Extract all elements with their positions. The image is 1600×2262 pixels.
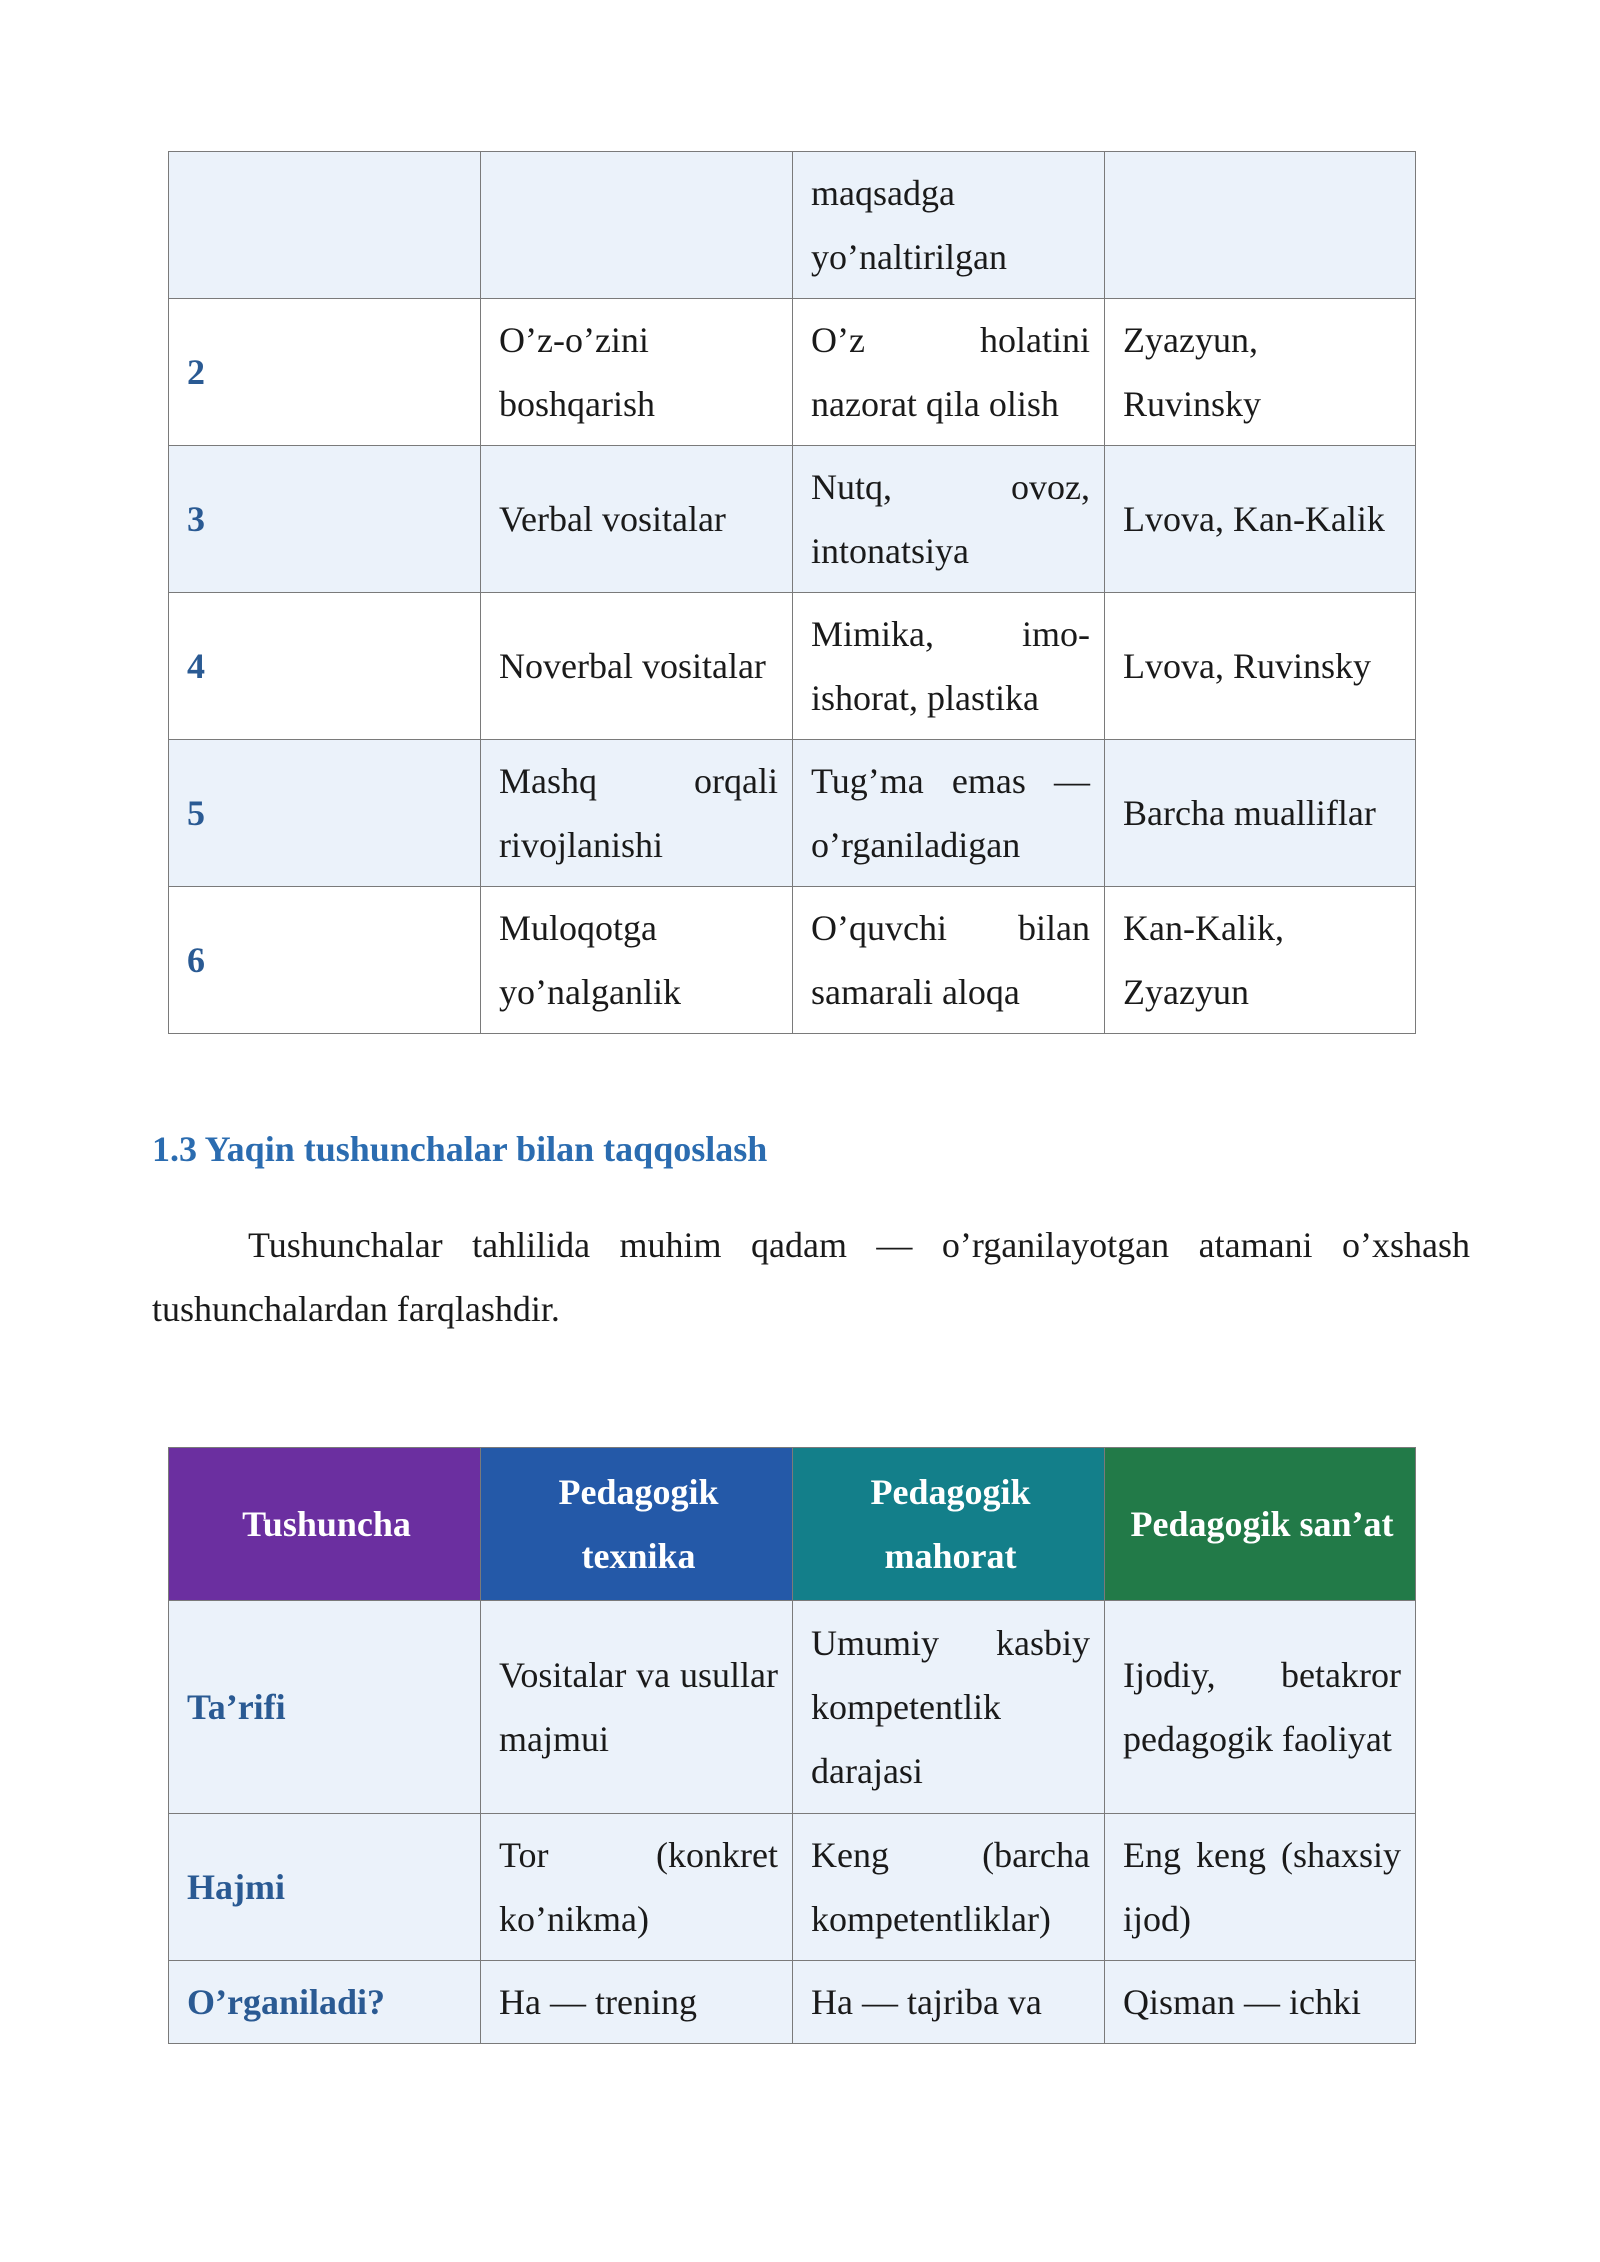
table-row bbox=[169, 593, 1416, 740]
table-cell-num: 4 bbox=[169, 593, 481, 740]
table-cell: Mimika, imo-ishorat, plastika bbox=[793, 593, 1105, 740]
table-header-row bbox=[169, 1448, 1416, 1601]
table-row bbox=[169, 740, 1416, 887]
table-cell: Kan-Kalik, Zyazyun bbox=[1105, 887, 1416, 1034]
table-cell: Qisman — ichki bbox=[1105, 1961, 1416, 2044]
table-cell: Barcha mualliflar bbox=[1105, 740, 1416, 887]
table-cell-num: 3 bbox=[169, 446, 481, 593]
table-row bbox=[169, 299, 1416, 446]
table-cell: O’quvchi bilan samarali aloqa bbox=[793, 887, 1105, 1034]
table-cell: Ha — tajriba va bbox=[793, 1961, 1105, 2044]
row-label: Hajmi bbox=[169, 1814, 481, 1961]
section-heading: 1.3 Yaqin tushunchalar bilan taqqoslash bbox=[152, 1129, 768, 1169]
table-cell: maqsadga yo’naltirilgan bbox=[793, 152, 1105, 299]
table-cell: Lvova, Ruvinsky bbox=[1105, 593, 1416, 740]
table-row bbox=[169, 1814, 1416, 1961]
table-cell: O’z holatini nazorat qila olish bbox=[793, 299, 1105, 446]
table-cell-num: 5 bbox=[169, 740, 481, 887]
table-row bbox=[169, 446, 1416, 593]
table-cell bbox=[1105, 152, 1416, 299]
table-row bbox=[169, 1961, 1416, 2044]
table-row bbox=[169, 152, 1416, 299]
table-cell: Keng (barcha kompetentliklar) bbox=[793, 1814, 1105, 1961]
table-cell: Mashq orqali rivojlanishi bbox=[481, 740, 793, 887]
table-cell: Ijodiy, betakror pedagogik faoliyat bbox=[1105, 1601, 1416, 1814]
body-paragraph: Tushunchalar tahlilida muhim qadam — o’rganilayotgan atamani o’xshash tushunchalardan farqlashdir. bbox=[152, 1225, 1470, 1329]
table-cell: Umumiy kasbiy kompetentlik darajasi bbox=[793, 1601, 1105, 1814]
table-cell: Verbal vositalar bbox=[481, 446, 793, 593]
table-row bbox=[169, 1601, 1416, 1814]
table-cell: Lvova, Kan-Kalik bbox=[1105, 446, 1416, 593]
table-cell: Eng keng (shaxsiy ijod) bbox=[1105, 1814, 1416, 1961]
table-cell-num: 6 bbox=[169, 887, 481, 1034]
table-cell: O’z-o’zini boshqarish bbox=[481, 299, 793, 446]
table-cell bbox=[481, 152, 793, 299]
table-cell: Muloqotga yo’nalganlik bbox=[481, 887, 793, 1034]
roles-table bbox=[168, 151, 1416, 1034]
column-header: Pedagogik san’at bbox=[1105, 1448, 1416, 1601]
table-cell: Tor (konkret ko’nikma) bbox=[481, 1814, 793, 1961]
table-cell: Vositalar va usullar majmui bbox=[481, 1601, 793, 1814]
table-cell: Tug’ma emas — o’rganiladigan bbox=[793, 740, 1105, 887]
row-label: O’rganiladi? bbox=[169, 1961, 481, 2044]
table-row bbox=[169, 887, 1416, 1034]
table-cell: Nutq, ovoz, intonatsiya bbox=[793, 446, 1105, 593]
column-header: Tushuncha bbox=[169, 1448, 481, 1601]
table-cell: Noverbal vositalar bbox=[481, 593, 793, 740]
table-cell-num bbox=[169, 152, 481, 299]
comparison-table bbox=[168, 1447, 1416, 2044]
table-cell: Zyazyun, Ruvinsky bbox=[1105, 299, 1416, 446]
table-cell: Ha — trening bbox=[481, 1961, 793, 2044]
column-header: Pedagogik mahorat bbox=[793, 1448, 1105, 1601]
table-cell-num: 2 bbox=[169, 299, 481, 446]
column-header: Pedagogik texnika bbox=[481, 1448, 793, 1601]
row-label: Ta’rifi bbox=[169, 1601, 481, 1814]
